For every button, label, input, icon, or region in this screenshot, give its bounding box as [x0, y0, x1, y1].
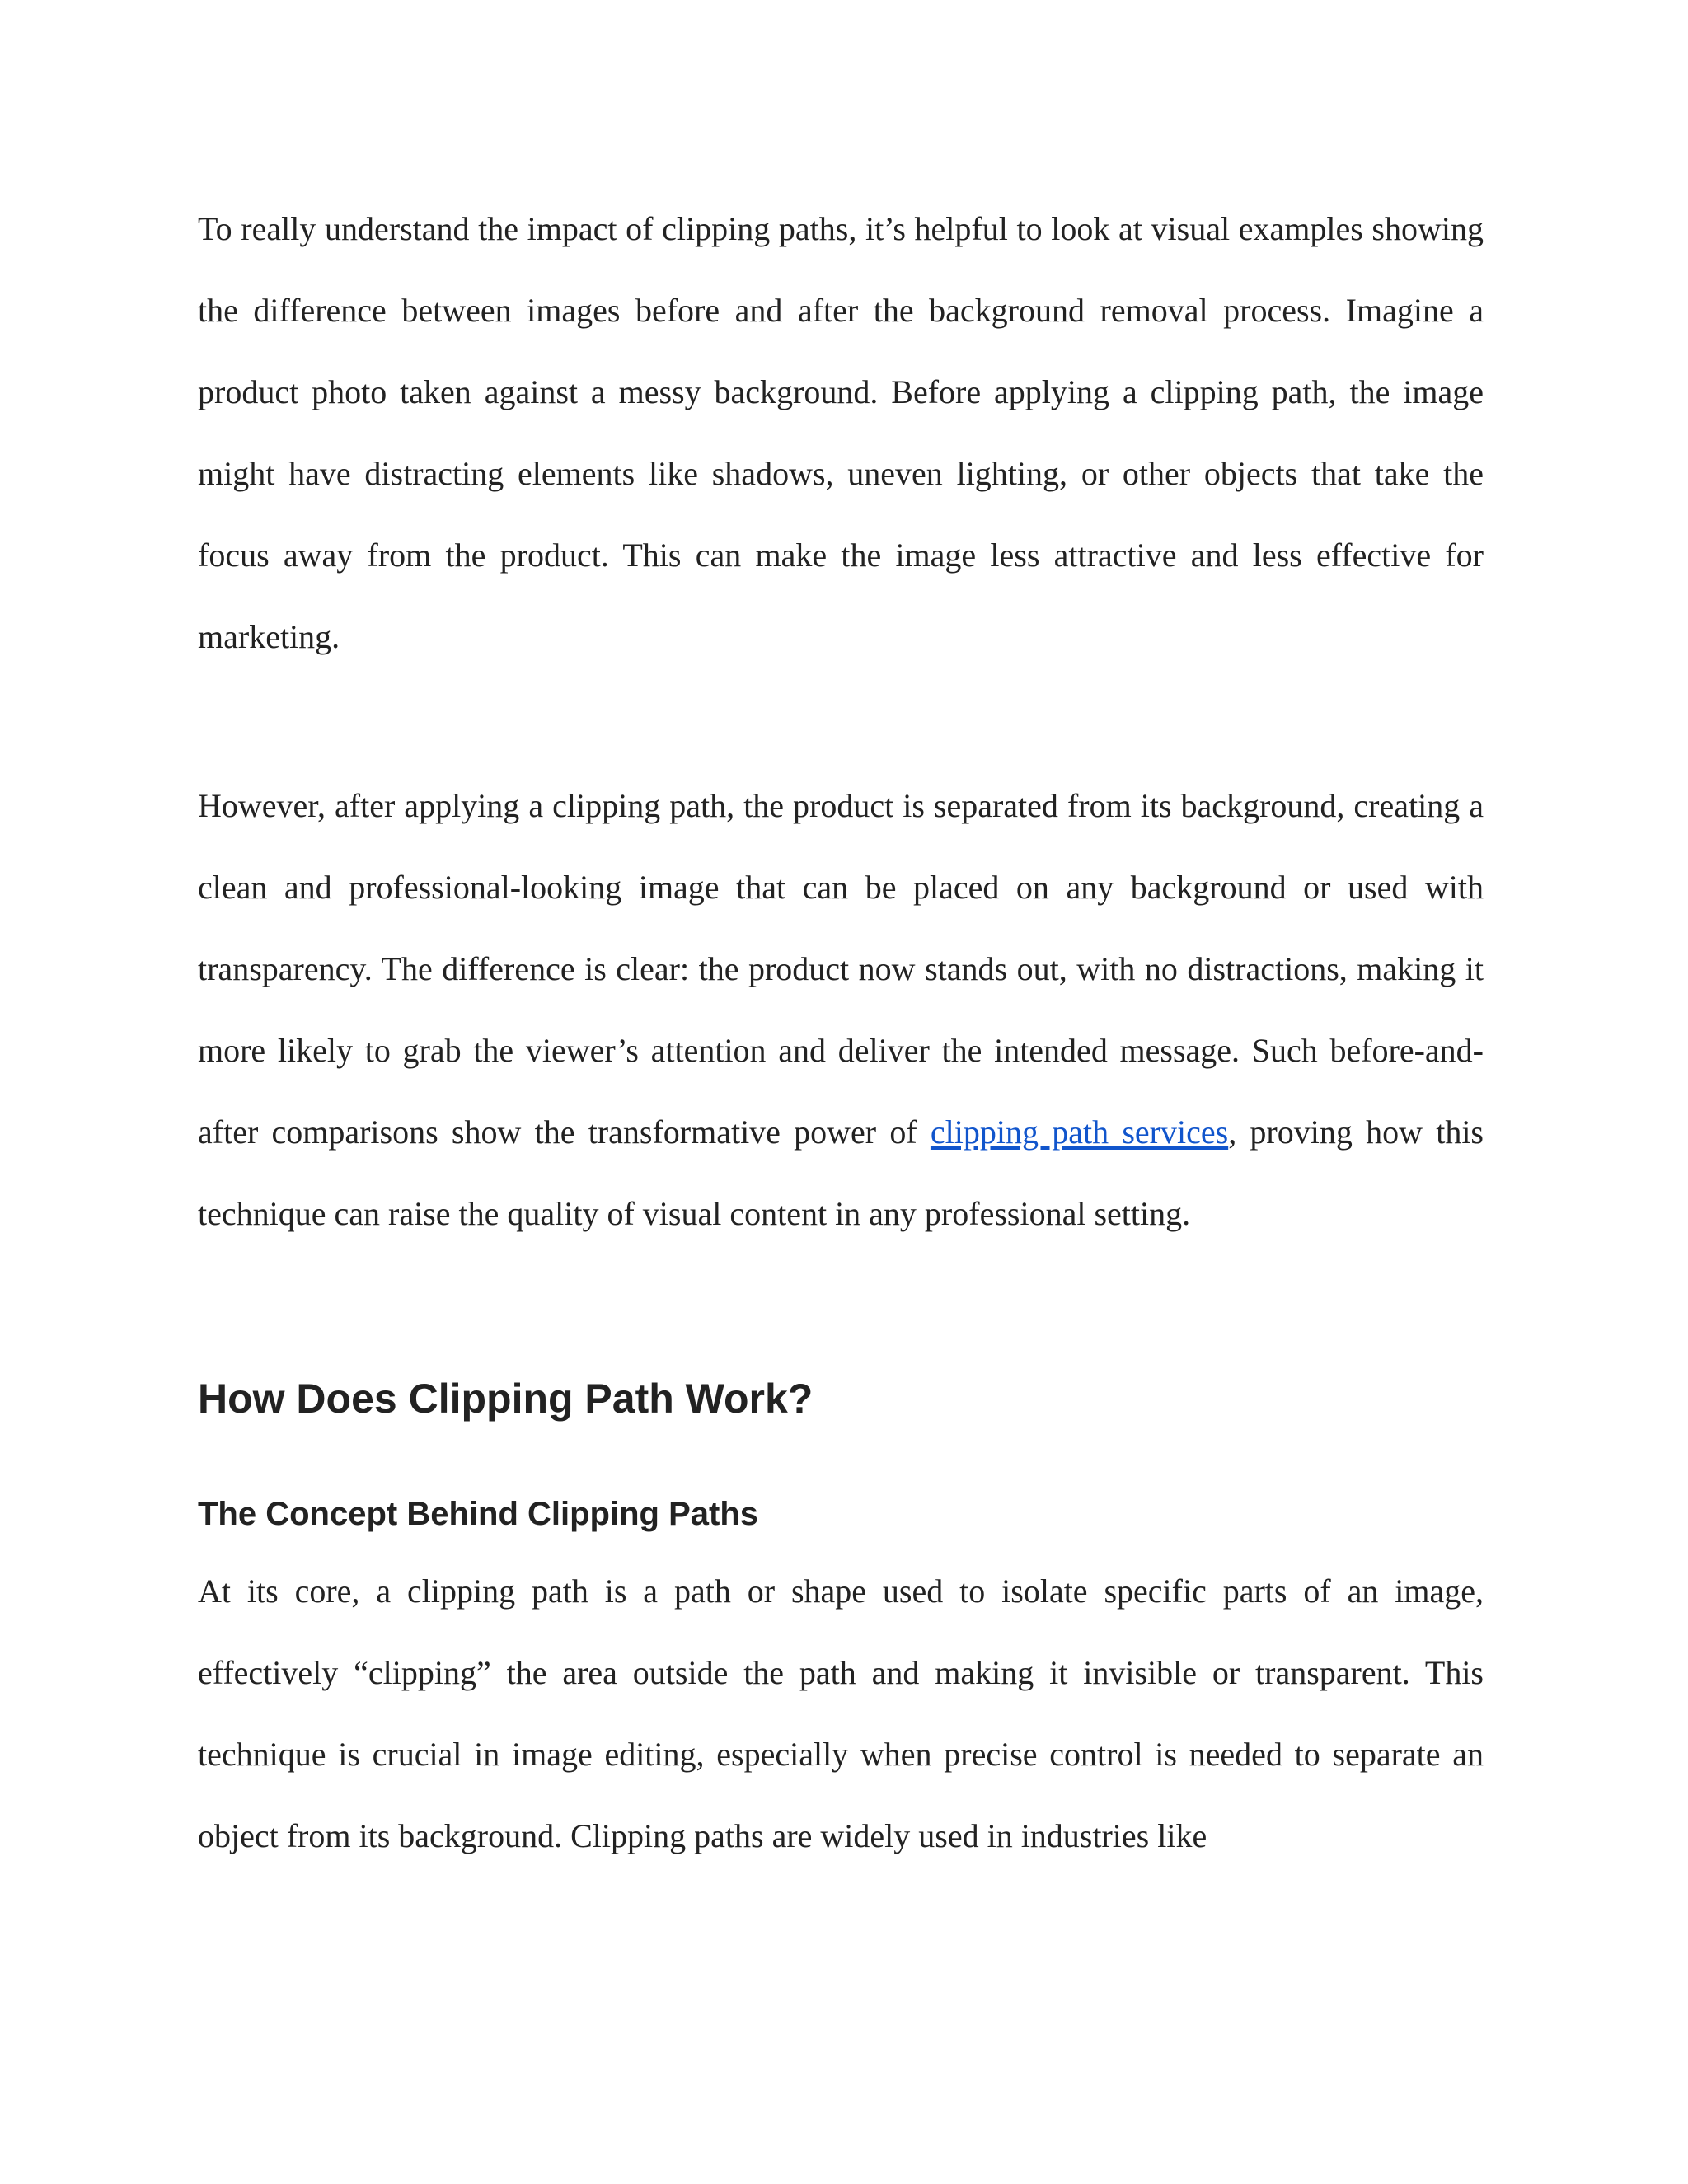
paragraph-concept: At its core, a clipping path is a path or shape used to isolate specific parts of an image, effectively “clipping” the area outside the path and making it invisible or transparent. This technique is crucial in image editing, especially when precise control is needed to separate an object from its background. Clipping paths are widely used in industries like — [198, 1572, 1484, 1854]
paragraph-text-after-link: , proving how this technique can raise the quality of visual content in any professional setting. — [198, 1113, 1484, 1232]
paragraph-after-clipping — [198, 765, 1484, 1254]
paragraph-text-before-link: However, after applying a clipping path, the product is separated from its background, creating a clean and professional-looking image that can be placed on any background or used with transparency. The difference is clear: the product now stands out, with no distractions, making it more likely to grab the viewer’s attention and deliver the intended message. Such before-and-after comparisons show the transformative power of — [198, 787, 1484, 1151]
document-body — [198, 188, 1484, 1877]
clipping-path-services-link[interactable]: clipping path services — [930, 1113, 1229, 1151]
subsection-heading: The Concept Behind Clipping Paths — [198, 1496, 758, 1532]
paragraph-visual-examples: To really understand the impact of clipping paths, it’s helpful to look at visual examples showing the difference between images before and after the background removal process. Imagine a product photo taken against a messy background. Before applying a clipping path, the image might have distracting elements like shadows, uneven lighting, or other objects that take the focus away from the product. This can make the image less attractive and less effective for marketing. — [198, 210, 1484, 655]
section-heading: How Does Clipping Path Work? — [198, 1376, 814, 1422]
